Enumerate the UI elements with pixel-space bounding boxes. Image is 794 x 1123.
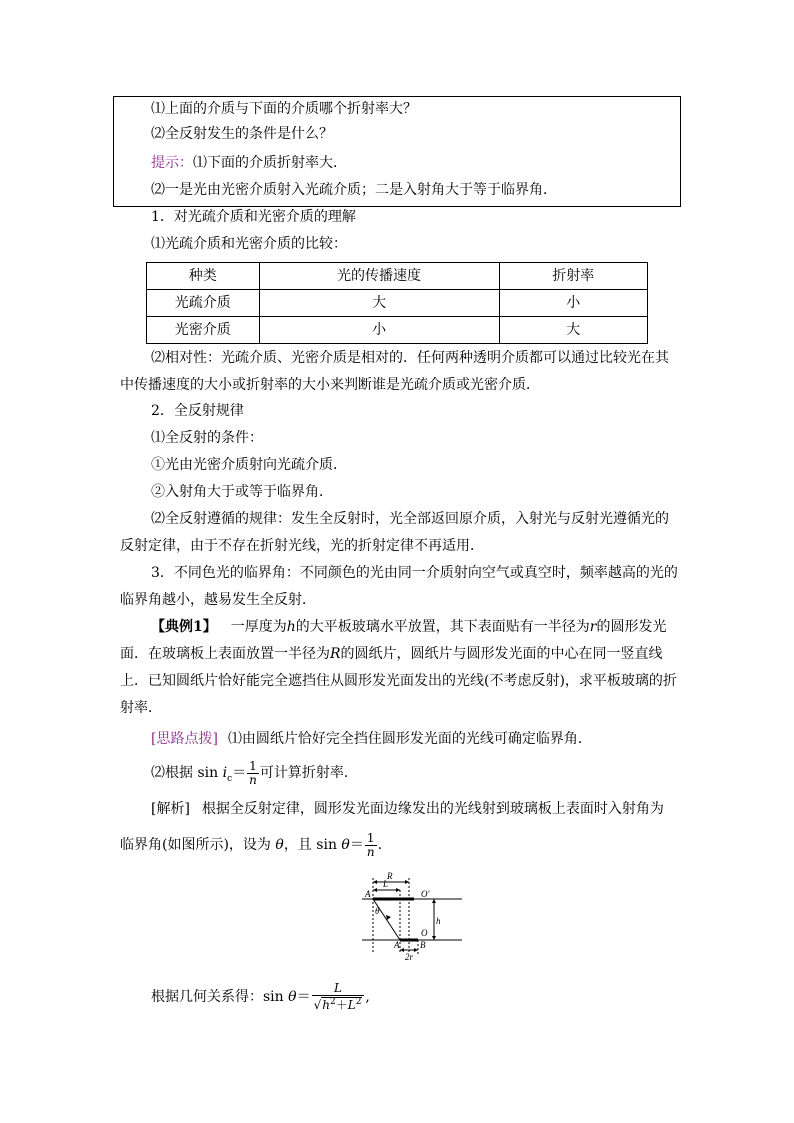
sqrt-radicand (321, 997, 362, 1012)
table-cell: 光密介质 (147, 317, 260, 344)
analysis-label: [解析] (151, 801, 190, 817)
table-header-row (147, 263, 648, 290)
analysis-line-1 (151, 799, 664, 819)
fraction-numerator: L (312, 982, 365, 996)
hint-text: ⑵根据 sin (151, 765, 219, 781)
label-h: h (436, 916, 441, 926)
example-line-3: 上．已知圆纸片恰好能完全遮挡住从圆形发光面发出的光线(不考虑反射)，求平板玻璃的折 (120, 673, 677, 689)
analysis-text: ，且 sin (283, 837, 337, 853)
table-cell: 大 (259, 290, 499, 317)
var-r: r (589, 619, 597, 635)
condition-1: ①光由光密介质射向光疏介质． (151, 457, 347, 473)
var-h: h (322, 998, 330, 1012)
table-row (147, 317, 648, 344)
table-header-cell: 光的传播速度 (259, 263, 499, 290)
table-row (147, 290, 648, 317)
example-line-4: 射率． (120, 700, 162, 716)
box-hint (151, 153, 347, 173)
table-cell: 大 (499, 317, 647, 344)
example-text: 的大平板玻璃水平放置，其下表面贴有一半径为 (295, 619, 590, 635)
example-text: 的圆纸片，圆纸片与圆形发光面的中心在同一竖直线 (340, 646, 663, 662)
table-cell: 光疏介质 (147, 290, 260, 317)
hint-text: 可计算折射率． (259, 765, 358, 781)
label-theta: θ (375, 906, 380, 916)
box-answer-2: ⑵一是光由光密介质射入光疏介质；二是入射角大于等于临界角． (151, 182, 557, 198)
var-theta: θ (341, 837, 350, 853)
example-text: 的圆形发光 (596, 619, 667, 635)
geometry-text: 根据几何关系得：sin (151, 989, 284, 1005)
plus-sign: ＋ (335, 998, 348, 1012)
example-line-2 (120, 644, 663, 664)
condition-2: ②入射角大于或等于临界角． (151, 484, 333, 500)
equals-sign: ＝ (349, 837, 364, 853)
hint-label: 提示： (151, 155, 193, 171)
hint-text: ⑴由圆纸片恰好完全挡住圆形发光面的光线可确定临界角． (227, 731, 592, 747)
equals-sign: ＝ (296, 989, 311, 1005)
box-question-1: ⑴上面的介质与下面的介质哪个折射率大？ (151, 101, 417, 117)
comparison-table (146, 262, 648, 344)
example-line-1 (151, 617, 666, 637)
label-B: B (420, 940, 426, 950)
label-2r: 2r (405, 952, 414, 962)
exponent: 2 (329, 997, 336, 1007)
period: . (377, 837, 383, 853)
label-R: R (387, 871, 393, 881)
hint-line-2 (151, 758, 358, 794)
var-theta: θ (288, 989, 297, 1005)
example-text: 一厚度为 (230, 619, 287, 635)
var-R: R (330, 646, 341, 662)
var-theta: θ (275, 837, 284, 853)
label-O-prime: O′ (421, 889, 430, 899)
fraction-numerator: 1 (365, 832, 377, 846)
table-header-cell: 折射率 (499, 263, 647, 290)
law-line-1: ⑵全反射遵循的规律：发生全反射时，光全部返回原介质，入射光与反射光遵循光的 (151, 511, 669, 527)
relativity-line-1: ⑵相对性：光疏介质、光密介质是相对的．任何两种透明介质都可以通过比较光在其 (151, 350, 669, 366)
label-A-top: A (365, 889, 371, 899)
example-label: 【典例1】 (151, 619, 217, 635)
fraction (365, 832, 377, 859)
hint-text: ⑴下面的介质折射率大． (193, 155, 347, 171)
section1-heading: 1．对光疏介质和光密介质的理解 (151, 209, 356, 225)
label-L: L (383, 879, 389, 889)
fraction (312, 982, 365, 1012)
glass-plate-figure (356, 868, 468, 962)
law-line-2: 反射定律，由于不存在折射光线，光的折射定律不再适用． (120, 538, 484, 554)
var-L: L (347, 998, 356, 1012)
hint-line-1 (151, 729, 592, 749)
table-cell: 小 (499, 290, 647, 317)
section2-sub1: ⑴全反射的条件： (151, 430, 263, 446)
var-i: i (222, 765, 228, 781)
section3-line-2: 临界角越小，越易发生全反射． (120, 592, 316, 608)
section3-line-1: 3．不同色光的临界角：不同颜色的光由同一介质射向空气或真空时，频率越高的光的 (151, 565, 678, 581)
fraction-denominator: n (366, 844, 375, 859)
hint-bracket-label: [思路点拨] (151, 731, 218, 747)
equals-sign: ＝ (232, 765, 247, 781)
section1-sub1: ⑴光疏介质和光密介质的比较： (151, 236, 347, 252)
geometry-line (151, 980, 370, 1014)
table-header-cell: 种类 (147, 263, 260, 290)
subscript-c: c (227, 773, 233, 784)
section2-heading: 2．全反射规律 (151, 403, 244, 419)
fraction-denominator: n (249, 772, 257, 787)
analysis-text: 根据全反射定律，圆形发光面边缘发出的光线射到玻璃板上表面时入射角为 (201, 801, 664, 817)
analysis-line-2 (120, 830, 382, 860)
label-A-bottom: A (394, 940, 400, 950)
fraction-numerator: 1 (247, 760, 259, 774)
table-cell: 小 (259, 317, 499, 344)
fraction-denominator: $√h^2+L^2$ (313, 997, 362, 1012)
example-text: 面．在玻璃板上表面放置一半径为 (120, 646, 330, 662)
relativity-line-2: 中传播速度的大小或折射率的大小来判断谁是光疏介质或光密介质． (120, 377, 540, 393)
var-h: h (286, 619, 296, 635)
exponent: 2 (355, 997, 362, 1007)
fraction (247, 760, 259, 787)
box-question-2: ⑵全反射发生的条件是什么？ (151, 126, 333, 142)
analysis-text: 临界角(如图所示)，设为 (120, 837, 271, 853)
label-O: O (421, 928, 428, 938)
comma: , (365, 989, 370, 1005)
